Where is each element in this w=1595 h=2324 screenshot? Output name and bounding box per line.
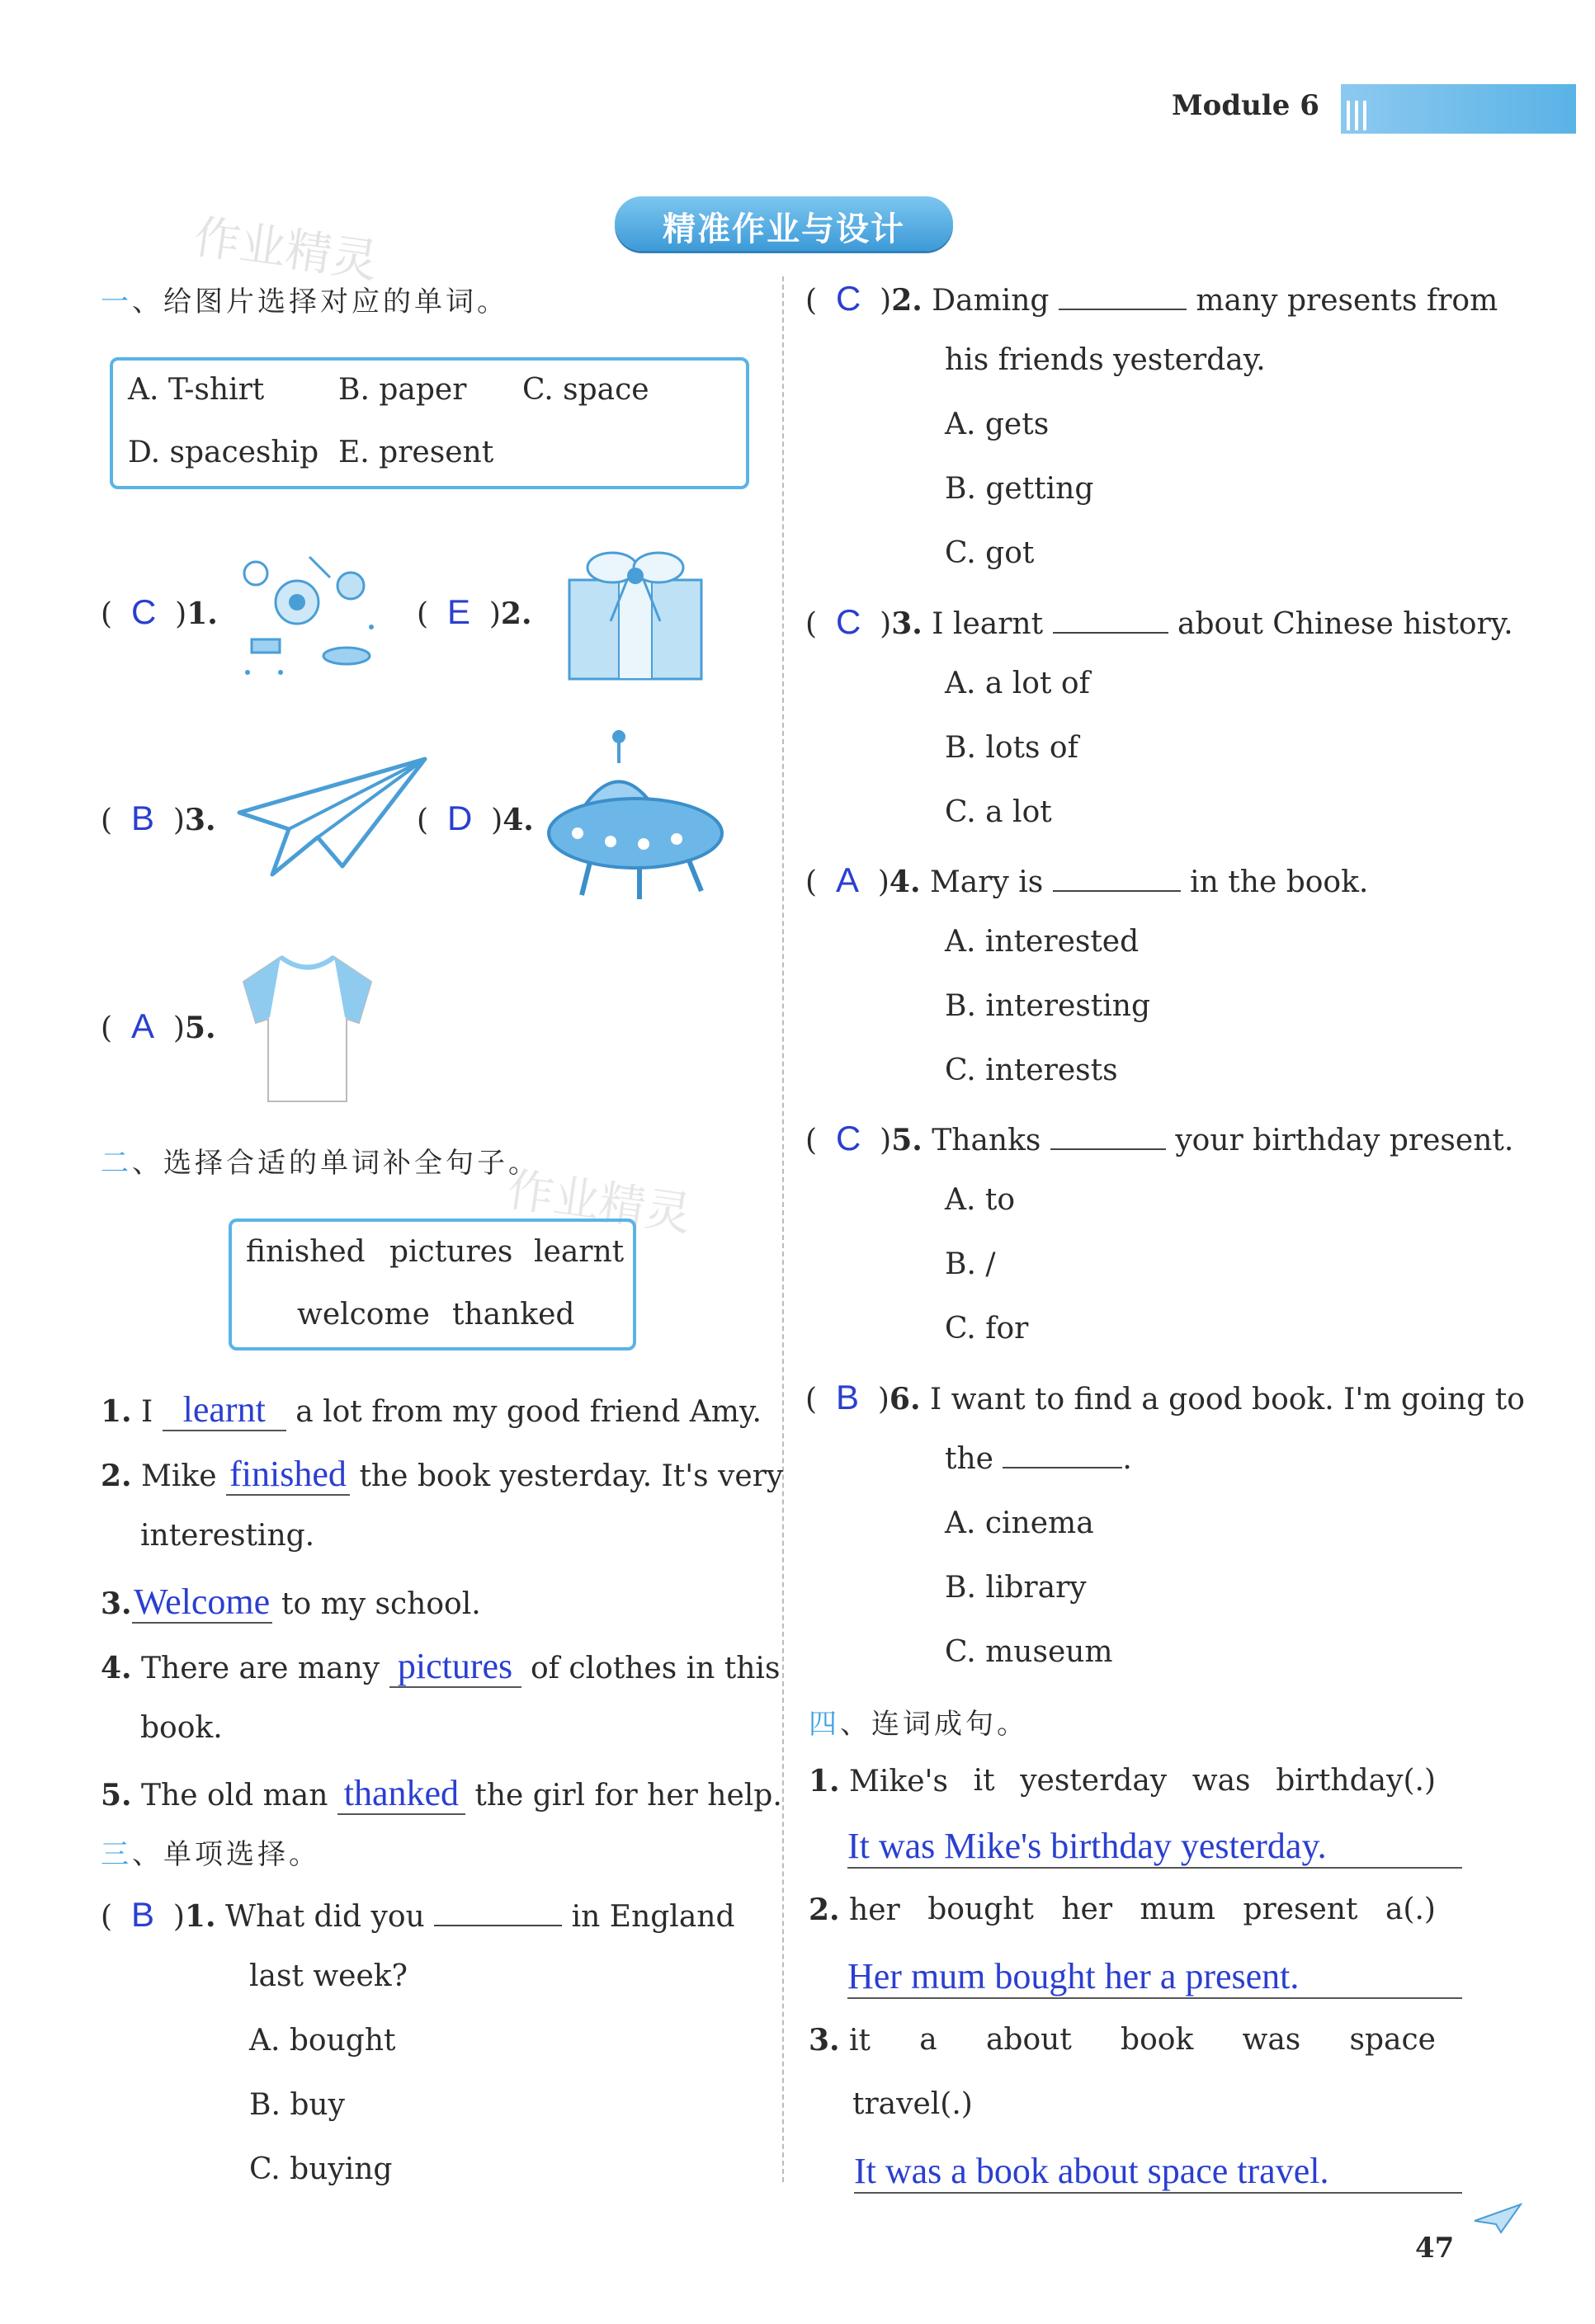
- s3-q4-opt-b: B. interesting: [945, 989, 1151, 1023]
- s3-q6-opt-b: B. library: [945, 1571, 1087, 1605]
- s4-w1-2: yesterday: [1020, 1764, 1168, 1798]
- section3-title-text: 、单项选择。: [132, 1838, 320, 1871]
- s3-q1: ( B )1. What did you in England: [101, 1895, 735, 1934]
- s3-q1-opt-c: C. buying: [249, 2152, 393, 2186]
- spaceship-picture: [545, 730, 734, 915]
- s2-answer-3: Welcome: [132, 1582, 272, 1624]
- s4-w2-3: mum: [1140, 1893, 1215, 1926]
- s3-q2-stem2: many presents from: [1196, 284, 1498, 318]
- space-picture: [231, 549, 380, 692]
- s3-q3-stem2: about Chinese history.: [1177, 607, 1513, 641]
- s3-num-2: 2.: [891, 283, 923, 318]
- s2-sentence-2: [101, 1454, 783, 1496]
- s3-q2-stem3: his friends yesterday.: [945, 343, 1266, 377]
- section1-title-text: 、给图片选择对应的单词。: [132, 285, 508, 318]
- s4-w3-0: it: [849, 2024, 871, 2058]
- s1-item-3: ( B )3.: [101, 799, 216, 837]
- s3-q6-blank: [1003, 1464, 1122, 1468]
- s2-sentence-4: [101, 1647, 780, 1688]
- s4-answer-3: It was a book about space travel.: [854, 2150, 1462, 2194]
- s1-answer-4: D: [446, 799, 473, 837]
- s3-num-5: 5.: [891, 1123, 923, 1157]
- s2-cont-2: interesting.: [140, 1519, 315, 1553]
- s1-num-1: 1.: [186, 596, 218, 631]
- s3-q3-stem1: I learnt: [932, 607, 1044, 641]
- s1-answer-3: B: [130, 799, 154, 837]
- s3-q6-opt-a: A. cinema: [945, 1506, 1094, 1540]
- s2-post-2: the book yesterday. It's very: [359, 1459, 784, 1493]
- s3-q6-opt-c: C. museum: [945, 1635, 1113, 1669]
- s3-q5-opt-c: C. for: [945, 1312, 1029, 1346]
- s4-w2-4: present: [1243, 1893, 1358, 1926]
- s4-w2-2: her: [1061, 1893, 1113, 1926]
- s3-q5: ( C )5. Thanks your birthday present.: [805, 1119, 1514, 1157]
- s4-w3-4: was: [1242, 2023, 1301, 2057]
- s4-answer-2: Her mum bought her a present.: [847, 1955, 1462, 1999]
- word-learnt: learnt: [534, 1235, 625, 1269]
- s4-item-2-words: [809, 1893, 1436, 1927]
- column-divider: [782, 276, 784, 2182]
- s4-answer-1: It was Mike's birthday yesterday.: [847, 1825, 1462, 1869]
- s3-q2-opt-a: A. gets: [945, 408, 1050, 441]
- section2-title-text: 、选择合适的单词补全句子。: [132, 1147, 540, 1180]
- s4-w1-1: it: [973, 1764, 995, 1798]
- s3-num-6: 6.: [889, 1382, 921, 1417]
- s2-num-2: 2.: [101, 1459, 132, 1493]
- tshirt-picture: [235, 945, 380, 1113]
- s1-num-3: 3.: [184, 803, 216, 837]
- s3-q2-stem1: Daming: [932, 284, 1050, 318]
- s3-q4-opt-c: C. interests: [945, 1054, 1118, 1087]
- s3-q5-opt-b: B. /: [945, 1247, 996, 1281]
- s3-q3-opt-a: A. a lot of: [945, 667, 1090, 700]
- s4-w2-0: her: [849, 1893, 900, 1927]
- present-picture: [561, 543, 710, 686]
- section1-title: [101, 279, 508, 319]
- watermark-2: 作业精灵: [503, 1162, 695, 1242]
- s3-num-4: 4.: [889, 865, 921, 899]
- s1-num-5: 5.: [184, 1011, 216, 1045]
- s4-w1-3: was: [1192, 1764, 1251, 1798]
- s2-sentence-1: [101, 1390, 762, 1431]
- s2-post-5: the girl for her help.: [474, 1779, 782, 1813]
- s2-answer-5: thanked: [337, 1774, 465, 1815]
- section4-title-text: 、连词成句。: [840, 1708, 1028, 1741]
- s3-answer-3: C: [835, 602, 861, 641]
- s3-answer-4: A: [835, 860, 859, 899]
- module-label: Module 6: [1172, 89, 1319, 122]
- s2-cont-4: book.: [140, 1711, 223, 1745]
- s1-item-2: ( E )2.: [417, 592, 532, 631]
- option-c: C. space: [522, 373, 649, 407]
- s4-w1-4: birthday(.): [1276, 1764, 1436, 1798]
- word-thanked: thanked: [452, 1298, 575, 1332]
- option-b: B. paper: [338, 373, 467, 407]
- s2-answer-1: learnt: [163, 1390, 286, 1431]
- s3-q6-line2: [945, 1442, 1132, 1476]
- word-pictures: pictures: [389, 1235, 513, 1269]
- s3-q6-stem1: I want to find a good book. I'm going to: [929, 1383, 1525, 1417]
- s3-q2-opt-c: C. got: [945, 536, 1035, 570]
- s4-w3-6: travel(.): [852, 2087, 973, 2121]
- section3-number: 三: [101, 1838, 132, 1871]
- option-a: A. T-shirt: [128, 373, 265, 407]
- s4-w3-3: book: [1121, 2023, 1194, 2057]
- s1-answer-1: C: [130, 592, 157, 631]
- s4-w2-5: a(.): [1385, 1893, 1436, 1926]
- s2-num-4: 4.: [101, 1651, 132, 1685]
- s3-q6-stem2: the: [945, 1442, 993, 1476]
- s1-item-4: ( D )4.: [417, 799, 534, 837]
- word-welcome: welcome: [297, 1298, 430, 1332]
- s4-w3-5: space: [1349, 2023, 1436, 2057]
- s2-pre-2: Mike: [141, 1459, 217, 1493]
- word-finished: finished: [246, 1235, 366, 1269]
- s3-q5-blank: [1050, 1145, 1166, 1150]
- s3-answer-5: C: [835, 1119, 861, 1157]
- s3-q6: ( B )6. I want to find a good book. I'm going to: [805, 1378, 1525, 1417]
- s3-q4: ( A )4. Mary is in the book.: [805, 860, 1369, 899]
- option-d: D. spaceship: [128, 436, 319, 469]
- s4-w1-0: Mike's: [849, 1765, 948, 1798]
- option-e: E. present: [338, 436, 494, 469]
- s3-q1-blank: [434, 1921, 562, 1926]
- banner-title: 精准作业与设计: [663, 210, 905, 248]
- s1-num-2: 2.: [500, 596, 532, 631]
- s4-w3-2: about: [985, 2023, 1072, 2057]
- s2-post-3: to my school.: [281, 1587, 481, 1621]
- s2-num-3: 3.: [101, 1586, 132, 1621]
- s2-pre-1: I: [141, 1395, 153, 1429]
- s3-q3-opt-c: C. a lot: [945, 795, 1052, 829]
- s2-answer-4: pictures: [389, 1647, 521, 1688]
- s3-q1-opt-a: A. bought: [249, 2024, 396, 2058]
- section4-title: [809, 1701, 1028, 1742]
- section4-number: 四: [809, 1708, 840, 1741]
- s3-q6-stem3: .: [1122, 1442, 1132, 1476]
- s3-q4-stem1: Mary is: [929, 865, 1044, 899]
- s1-item-1: ( C )1.: [101, 592, 218, 631]
- s3-q5-stem2: your birthday present.: [1175, 1124, 1514, 1157]
- s2-post-1: a lot from my good friend Amy.: [295, 1395, 762, 1429]
- page-number: 47: [1415, 2232, 1455, 2265]
- s1-item-5: ( A )5.: [101, 1006, 216, 1045]
- section1-number: 一: [101, 285, 132, 318]
- s4-item-3-words: [809, 2023, 1436, 2058]
- s4-w3-1: a: [919, 2023, 937, 2057]
- s2-sentence-5: [101, 1774, 782, 1815]
- s2-pre-5: The old man: [141, 1779, 328, 1813]
- s3-q3-opt-b: B. lots of: [945, 731, 1078, 765]
- s3-q2-blank: [1059, 305, 1187, 310]
- s3-q5-stem1: Thanks: [932, 1124, 1041, 1157]
- watermark: 作业精灵: [190, 210, 381, 290]
- s3-q2-opt-b: B. getting: [945, 472, 1094, 506]
- s3-q1-opt-b: B. buy: [249, 2088, 345, 2122]
- s3-q3: ( C )3. I learnt about Chinese history.: [805, 602, 1513, 641]
- s2-num-1: 1.: [101, 1394, 132, 1429]
- s3-answer-6: B: [835, 1378, 859, 1417]
- s2-num-5: 5.: [101, 1778, 132, 1813]
- s3-answer-1: B: [130, 1895, 154, 1934]
- s3-answer-2: C: [835, 279, 861, 318]
- s3-q1-stem1: What did you: [224, 1900, 425, 1934]
- s4-num-1: 1.: [809, 1764, 840, 1798]
- s3-num-1: 1.: [184, 1899, 216, 1934]
- s2-sentence-3: [101, 1582, 481, 1624]
- s4-num-3: 3.: [809, 2023, 840, 2058]
- s4-item-1-words: [809, 1764, 1436, 1798]
- s3-q1-stem3: last week?: [249, 1959, 408, 1993]
- s1-answer-2: E: [446, 592, 470, 631]
- s3-q4-stem2: in the book.: [1190, 865, 1369, 899]
- s3-num-3: 3.: [891, 606, 923, 641]
- section2-title: [101, 1140, 540, 1181]
- s2-pre-4: There are many: [141, 1652, 380, 1685]
- s1-answer-5: A: [130, 1006, 154, 1045]
- s2-answer-2: finished: [226, 1454, 350, 1496]
- paper-plane-icon: [1473, 2203, 1522, 2239]
- paper-plane-picture: [235, 751, 433, 886]
- s3-q1-stem2: in England: [571, 1900, 735, 1934]
- s2-post-4: of clothes in this: [530, 1652, 781, 1685]
- header-bars-icon: [1345, 99, 1378, 135]
- s3-q5-opt-a: A. to: [945, 1183, 1016, 1217]
- s3-q3-blank: [1053, 629, 1168, 634]
- section2-number: 二: [101, 1147, 132, 1180]
- s4-num-2: 2.: [809, 1893, 840, 1927]
- section3-title: [101, 1831, 320, 1872]
- s3-q4-blank: [1053, 887, 1181, 892]
- s3-q4-opt-a: A. interested: [945, 925, 1140, 959]
- s3-q2: ( C )2. Daming many presents from: [805, 279, 1498, 318]
- s4-w2-1: bought: [927, 1893, 1034, 1926]
- s1-num-4: 4.: [503, 803, 534, 837]
